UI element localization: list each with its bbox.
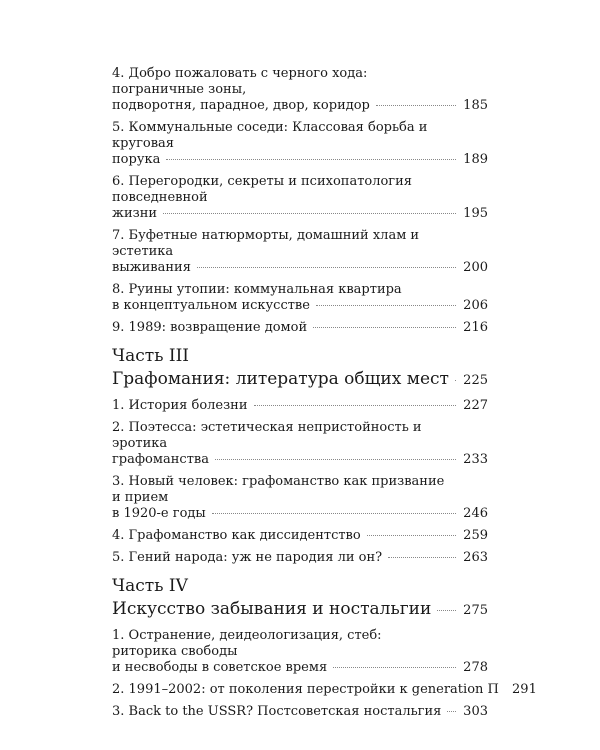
leader-dots bbox=[212, 513, 456, 514]
part-title: Графомания: литература общих мест bbox=[112, 369, 449, 389]
toc-entry[interactable] bbox=[112, 320, 488, 336]
toc-entry[interactable] bbox=[112, 228, 488, 276]
toc-entry[interactable] bbox=[112, 174, 488, 222]
leader-dots bbox=[254, 405, 456, 406]
toc-entry-page: 216 bbox=[463, 320, 488, 335]
part-title-row[interactable] bbox=[112, 598, 488, 620]
toc-entry[interactable] bbox=[112, 682, 537, 698]
toc-entry-title-line1: 5. Коммунальные соседи: Классовая борьба и круговая bbox=[112, 120, 428, 151]
leader-dots bbox=[376, 105, 456, 106]
toc-entry-title: 9. 1989: возвращение домой bbox=[112, 320, 308, 335]
toc-entry-title-line2: в концептуальном искусстве bbox=[112, 298, 310, 313]
toc-entry-title-line2: и несвободы в советское время bbox=[112, 660, 328, 675]
toc-entry[interactable] bbox=[112, 282, 488, 314]
leader-dots bbox=[313, 327, 456, 328]
part-page: 225 bbox=[463, 373, 488, 388]
toc-entry[interactable] bbox=[112, 550, 488, 566]
toc-entry-title: 5. Гений народа: уж не пародия ли он? bbox=[112, 550, 383, 565]
toc-entry[interactable] bbox=[112, 120, 488, 168]
part-title: Искусство забывания и ностальгии bbox=[112, 599, 432, 619]
leader-dots bbox=[447, 711, 456, 712]
toc-entry-page: 246 bbox=[463, 506, 488, 521]
toc-entry-page: 291 bbox=[512, 682, 537, 697]
leader-dots bbox=[367, 535, 456, 536]
leader-dots bbox=[437, 610, 456, 611]
toc-entry-page: 195 bbox=[463, 206, 488, 221]
leader-dots bbox=[388, 557, 456, 558]
leader-dots bbox=[316, 305, 456, 306]
toc-entry-title-line2: подворотня, парадное, двор, коридор bbox=[112, 98, 370, 113]
toc-entry-page: 278 bbox=[463, 660, 488, 675]
toc-entry[interactable] bbox=[112, 628, 488, 676]
table-of-contents bbox=[112, 66, 537, 726]
leader-dots bbox=[455, 380, 456, 381]
toc-entry-title-line2: в 1920-е годы bbox=[112, 506, 206, 521]
toc-entry-page: 233 bbox=[463, 452, 488, 467]
toc-entry-title-line2: порука bbox=[112, 152, 161, 167]
toc-entry-page: 303 bbox=[463, 704, 488, 719]
toc-entry-title: 3. Back to the USSR? Постсоветская ностальгия bbox=[112, 704, 442, 719]
toc-entry-page: 185 bbox=[463, 98, 488, 113]
toc-entry-page: 259 bbox=[463, 528, 488, 543]
leader-dots bbox=[163, 213, 456, 214]
toc-entry-title: 4. Графоманство как диссидентство bbox=[112, 528, 361, 543]
part-label: Часть IV bbox=[112, 576, 188, 596]
toc-entry[interactable] bbox=[112, 528, 488, 544]
toc-entry-title-line1: 2. Поэтесса: эстетическая непристойность и эротика bbox=[112, 420, 422, 451]
leader-dots bbox=[333, 667, 456, 668]
toc-entry-title-line2: жизни bbox=[112, 206, 158, 221]
toc-entry-title-line1: 4. Добро пожаловать с черного хода: пограничные зоны, bbox=[112, 66, 368, 97]
toc-entry-title: 2. 1991–2002: от поколения перестройки к generation П bbox=[112, 682, 499, 697]
toc-entry[interactable] bbox=[112, 704, 488, 720]
toc-entry[interactable] bbox=[112, 420, 488, 468]
toc-entry-page: 227 bbox=[463, 398, 488, 413]
part-title-row[interactable] bbox=[112, 368, 488, 390]
toc-entry[interactable] bbox=[112, 398, 488, 414]
toc-entry[interactable] bbox=[112, 474, 488, 522]
toc-entry-page: 189 bbox=[463, 152, 488, 167]
toc-entry-title-line1: 8. Руины утопии: коммунальная квартира bbox=[112, 282, 402, 297]
toc-entry-page: 200 bbox=[463, 260, 488, 275]
toc-entry-title-line1: 6. Перегородки, секреты и психопатология повседневной bbox=[112, 174, 412, 205]
toc-entry-title-line2: выживания bbox=[112, 260, 191, 275]
toc-entry-title-line1: 7. Буфетные натюрморты, домашний хлам и эстетика bbox=[112, 228, 420, 259]
toc-entry-page: 206 bbox=[463, 298, 488, 313]
toc-entry[interactable] bbox=[112, 66, 488, 114]
part-label: Часть III bbox=[112, 346, 190, 366]
leader-dots bbox=[215, 459, 456, 460]
toc-entry-title-line1: 1. Остранение, деидеологизация, стеб: риторика свободы bbox=[112, 628, 382, 659]
leader-dots bbox=[166, 159, 456, 160]
toc-entry-title-line1: 3. Новый человек: графоманство как призвание и прием bbox=[112, 474, 445, 505]
leader-dots bbox=[197, 267, 456, 268]
toc-entry-title: 1. История болезни bbox=[112, 398, 248, 413]
toc-entry-title-line2: графоманства bbox=[112, 452, 209, 467]
toc-entry-page: 263 bbox=[463, 550, 488, 565]
part-page: 275 bbox=[463, 603, 488, 618]
